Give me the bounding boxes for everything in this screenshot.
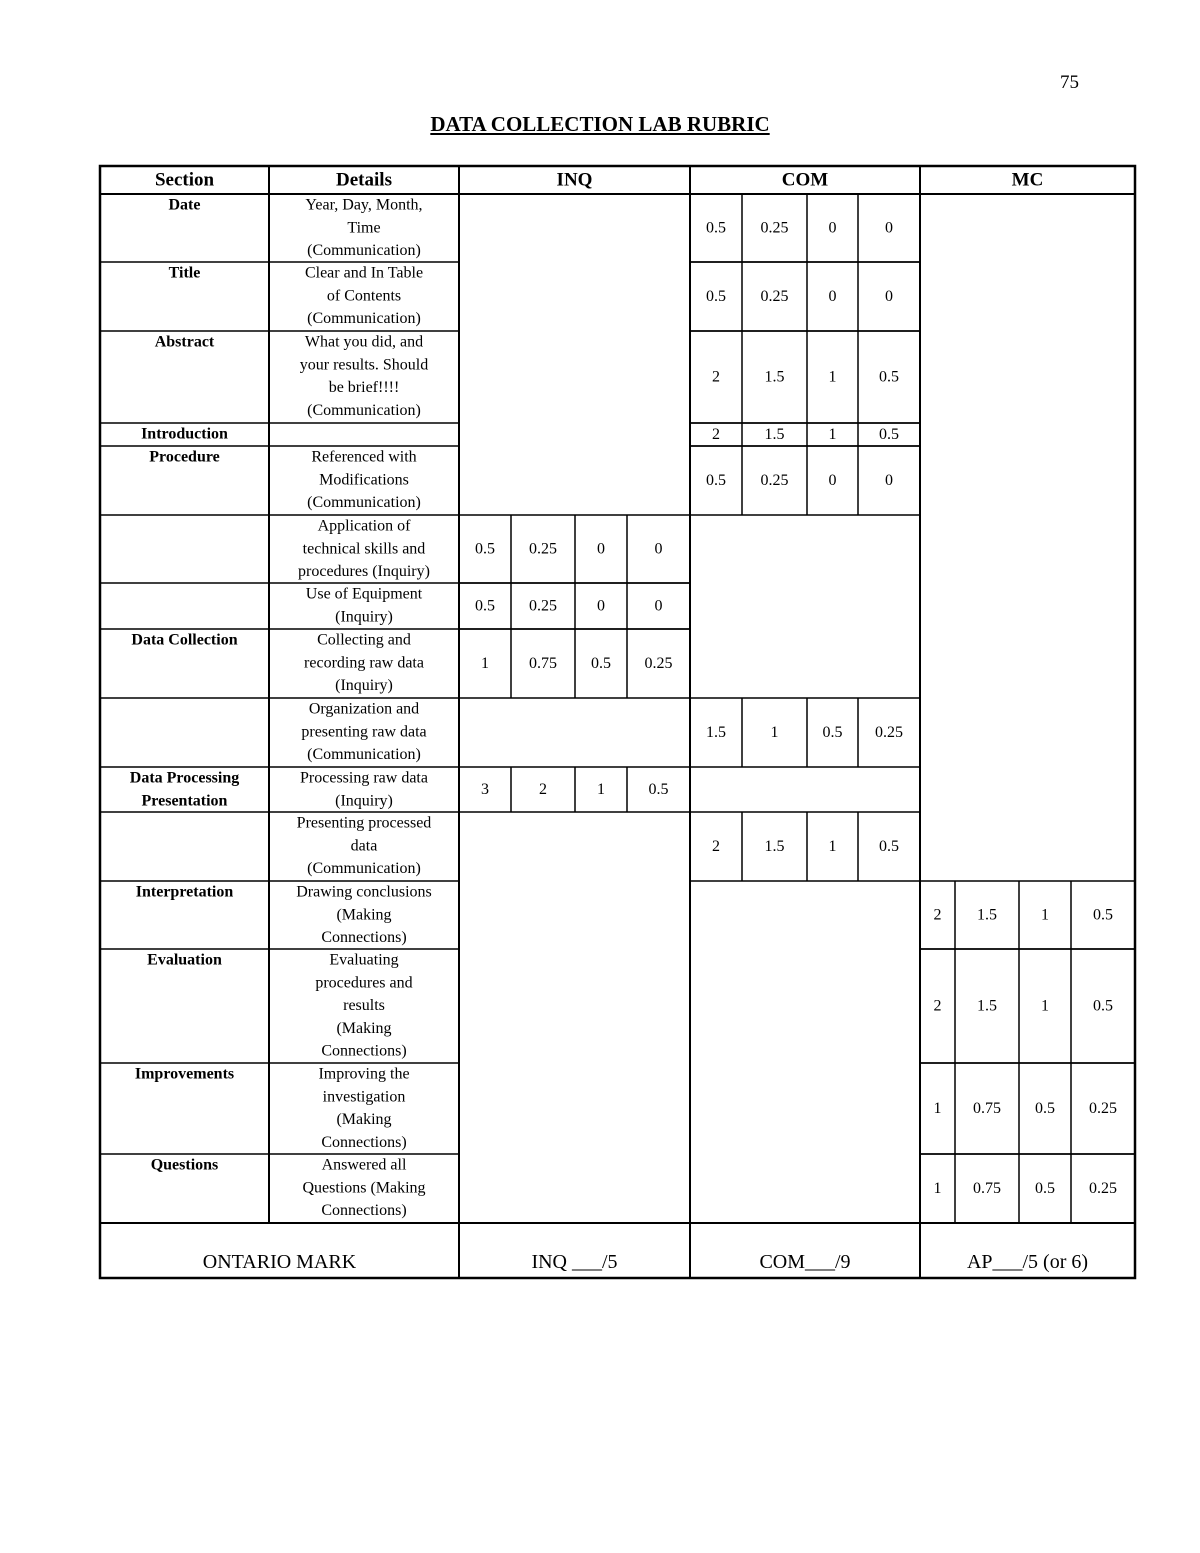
details-text: Processing raw data	[300, 769, 428, 787]
header-inq: INQ	[556, 169, 593, 191]
score-cell: 0.5	[879, 426, 899, 444]
details-text: (Communication)	[307, 310, 421, 328]
section-label: Date	[168, 196, 201, 214]
score-cell: 1	[481, 655, 489, 673]
score-cell: 1	[1041, 997, 1049, 1015]
details-text: (Communication)	[307, 401, 421, 419]
score-cell: 0.75	[973, 1100, 1001, 1118]
score-cell: 1.5	[977, 906, 997, 924]
section-label: Data Collection	[131, 631, 238, 649]
details-text: Application of	[317, 517, 411, 535]
score-cell: 0	[828, 288, 837, 306]
section-label: Abstract	[154, 333, 215, 351]
score-cell: 0.25	[529, 597, 557, 615]
section-label: Evaluation	[147, 951, 222, 969]
score-cell: 2	[712, 426, 720, 444]
details-text: (Inquiry)	[335, 792, 393, 810]
details-text: (Making	[336, 1019, 392, 1037]
score-cell: 0.75	[973, 1180, 1001, 1198]
score-cell: 1.5	[764, 426, 785, 444]
footer-com-mark: COM___/9	[759, 1251, 851, 1274]
details-text: (Communication)	[307, 860, 421, 878]
score-cell: 0	[885, 219, 893, 237]
footer-ontario-mark: ONTARIO MARK	[202, 1251, 357, 1274]
footer-mc-mark: AP___/5 (or 6)	[966, 1251, 1089, 1274]
score-cell: 0.5	[879, 368, 899, 386]
details-text: Connections)	[321, 1202, 407, 1220]
details-text: Organization and	[308, 700, 420, 718]
header-details: Details	[336, 169, 392, 191]
score-cell: 0.5	[1093, 997, 1113, 1015]
score-cell: 0.5	[475, 540, 495, 558]
section-label: Data Processing	[129, 769, 240, 787]
score-cell: 2	[712, 838, 720, 856]
score-cell: 0.25	[760, 472, 789, 490]
section-label: Introduction	[141, 425, 228, 443]
details-text: data	[350, 837, 378, 855]
score-cell: 1.5	[764, 838, 785, 856]
score-cell: 0.25	[529, 540, 557, 558]
header-com: COM	[781, 169, 829, 191]
details-text: (Communication)	[307, 494, 421, 512]
details-text: (Inquiry)	[335, 608, 393, 626]
score-cell: 0.5	[1035, 1180, 1055, 1198]
details-text: results	[343, 997, 385, 1015]
score-cell: 0.25	[1089, 1180, 1117, 1198]
page-number: 75	[1060, 72, 1079, 93]
details-text: your results. Should	[299, 356, 429, 374]
details-text: Connections)	[321, 1042, 407, 1060]
score-cell: 0	[885, 288, 893, 306]
details-text: technical skills and	[302, 540, 426, 558]
details-text: procedures (Inquiry)	[298, 563, 430, 581]
details-text: Improving the	[318, 1065, 410, 1083]
details-text: be brief!!!!	[328, 379, 400, 397]
score-cell: 1.5	[764, 368, 785, 386]
score-cell: 0	[654, 540, 663, 558]
score-cell: 0.75	[529, 655, 557, 673]
header-section: Section	[154, 169, 215, 191]
score-cell: 1	[1041, 906, 1049, 924]
score-cell: 0.25	[1089, 1100, 1117, 1118]
section-label: Presentation	[141, 792, 228, 810]
score-cell: 0	[654, 597, 663, 615]
score-cell: 0.5	[475, 597, 495, 615]
details-text: (Communication)	[307, 746, 421, 764]
details-text: investigation	[322, 1088, 406, 1106]
score-cell: 0.5	[706, 472, 726, 490]
details-text: Evaluating	[329, 951, 399, 969]
details-text: Clear and In Table	[304, 264, 424, 282]
header-mc: MC	[1011, 169, 1044, 191]
score-cell: 1.5	[706, 724, 726, 742]
score-cell: 1	[828, 426, 837, 444]
score-cell: 0.5	[1035, 1100, 1055, 1118]
score-cell: 0	[885, 472, 893, 490]
score-cell: 0	[597, 597, 605, 615]
score-cell: 1.5	[977, 997, 997, 1015]
score-cell: 1	[828, 838, 837, 856]
score-cell: 1	[770, 724, 779, 742]
score-cell: 2	[933, 997, 942, 1015]
details-text: Modifications	[319, 471, 409, 489]
score-cell: 2	[539, 781, 547, 799]
score-cell: 0	[828, 219, 837, 237]
section-label: Procedure	[149, 448, 220, 466]
details-text: Connections)	[321, 1133, 407, 1151]
score-cell: 1	[597, 781, 605, 799]
score-cell: 2	[712, 368, 720, 386]
details-text: Presenting processed	[296, 814, 432, 832]
section-label: Interpretation	[135, 883, 234, 901]
details-text: (Communication)	[307, 242, 421, 260]
details-text: recording raw data	[304, 654, 424, 672]
score-cell: 0.5	[648, 781, 669, 799]
details-text: Questions (Making	[302, 1179, 426, 1197]
details-text: (Making	[336, 1111, 392, 1129]
details-text: Use of Equipment	[305, 585, 423, 603]
score-cell: 2	[933, 906, 942, 924]
details-text: of Contents	[326, 287, 402, 305]
score-cell: 1	[933, 1180, 942, 1198]
section-label: Questions	[150, 1156, 219, 1174]
footer-inq-mark: INQ ___/5	[531, 1251, 618, 1274]
score-cell: 0.5	[591, 655, 611, 673]
score-cell: 0.25	[760, 219, 789, 237]
score-cell: 0	[597, 540, 605, 558]
details-text: Referenced with	[311, 448, 417, 466]
details-text: procedures and	[315, 974, 413, 992]
score-cell: 0.25	[875, 724, 903, 742]
details-text: Time	[347, 219, 381, 237]
score-cell: 1	[828, 368, 837, 386]
score-cell: 0	[828, 472, 837, 490]
score-cell: 0.5	[1093, 906, 1113, 924]
page-title: DATA COLLECTION LAB RUBRIC	[430, 112, 770, 136]
score-cell: 0.5	[706, 219, 726, 237]
score-cell: 0.25	[760, 288, 789, 306]
details-text: Year, Day, Month,	[305, 196, 423, 214]
details-text: (Inquiry)	[335, 677, 393, 695]
score-cell: 0.5	[706, 288, 726, 306]
section-label: Improvements	[134, 1065, 235, 1083]
details-text: Answered all	[321, 1156, 407, 1174]
details-text: Drawing conclusions	[296, 883, 432, 901]
details-text: (Making	[336, 906, 392, 924]
details-text: Connections)	[321, 929, 407, 947]
score-cell: 0.5	[822, 724, 843, 742]
details-text: What you did, and	[304, 333, 424, 351]
score-cell: 0.25	[644, 655, 673, 673]
details-text: Collecting and	[317, 631, 411, 649]
score-cell: 0.5	[879, 838, 899, 856]
details-text: presenting raw data	[301, 723, 427, 741]
section-label: Title	[168, 264, 201, 282]
score-cell: 3	[481, 781, 489, 799]
score-cell: 1	[933, 1100, 942, 1118]
